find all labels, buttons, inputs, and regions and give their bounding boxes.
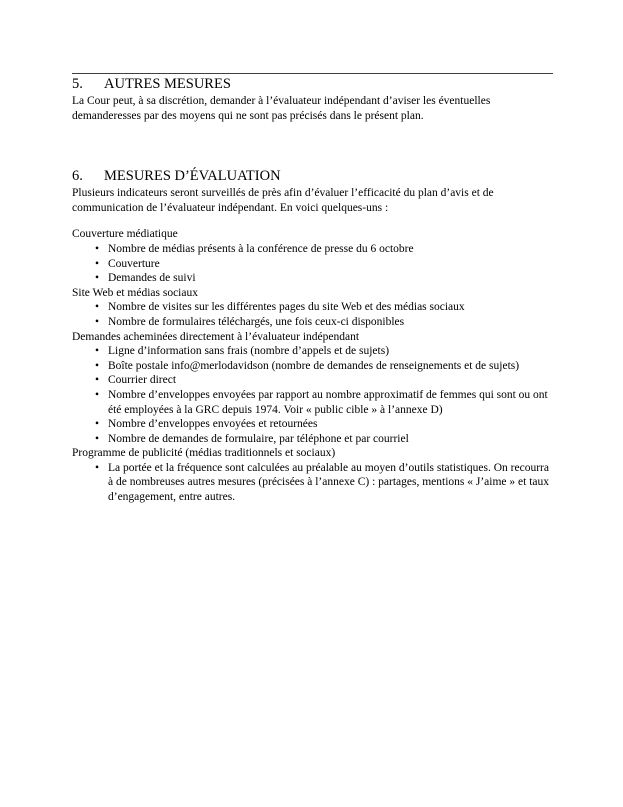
- bullet-item: [72, 242, 553, 257]
- bullet-list-advertising: [72, 461, 553, 505]
- section-6-number: 6.: [72, 168, 83, 185]
- bullet-marker: •: [95, 374, 100, 387]
- bullet-marker: •: [95, 315, 100, 328]
- bullet-marker: •: [95, 432, 100, 445]
- bullet-list-direct-requests: [72, 344, 553, 446]
- bullet-text: Nombre de visites sur les différentes pages du site Web et des médias sociaux: [108, 301, 465, 314]
- bullet-marker: •: [95, 272, 100, 285]
- bullet-item: [72, 373, 553, 388]
- section-6-paragraph: Plusieurs indicateurs seront surveillés de près afin d’évaluer l’efficacité du plan d’avis et de communication de l’évaluateur indépendant. En voici quelques-uns :: [72, 187, 494, 214]
- group-label-direct-requests: Demandes acheminées directement à l’évaluateur indépendant: [72, 330, 360, 343]
- bullet-list-web-social: [72, 300, 553, 329]
- bullet-item: [72, 417, 553, 432]
- bullet-marker: •: [95, 257, 100, 270]
- bullet-marker: •: [95, 301, 100, 314]
- bullet-marker: •: [95, 418, 100, 431]
- bullet-text: Courrier direct: [108, 374, 177, 387]
- bullet-text: Couverture: [108, 257, 160, 270]
- bullet-item: [72, 344, 553, 359]
- bullet-text: Ligne d’information sans frais (nombre d’appels et de sujets): [108, 345, 390, 358]
- group-label-advertising: Programme de publicité (médias traditionnels et sociaux): [72, 447, 336, 460]
- group-label-web-social: Site Web et médias sociaux: [72, 286, 198, 299]
- section-5-title: AUTRES MESURES: [104, 76, 231, 92]
- section-6-title: MESURES D’ÉVALUATION: [104, 168, 281, 185]
- bullet-text: Nombre de médias présents à la conférence de presse du 6 octobre: [108, 242, 414, 255]
- section-5-paragraph: La Cour peut, à sa discrétion, demander à l’évaluateur indépendant d’aviser les éventuelles demanderesses par des moyens qui ne sont pas précisés dans le présent plan.: [72, 95, 491, 122]
- section-5-number: 5.: [72, 76, 83, 92]
- document-content: [72, 73, 553, 505]
- bullet-item: [72, 257, 553, 272]
- bullet-marker: •: [95, 388, 100, 401]
- bullet-text: Demandes de suivi: [108, 272, 196, 285]
- bullet-marker: •: [95, 461, 100, 474]
- bullet-item: [72, 359, 553, 374]
- section-divider: [72, 73, 553, 74]
- bullet-item: [72, 432, 553, 447]
- bullet-text: Nombre d’enveloppes envoyées et retournées: [108, 418, 318, 431]
- section-5-heading: [72, 76, 553, 93]
- bullet-text: Nombre d’enveloppes envoyées par rapport au nombre approximatif de femmes qui sont ou ont été employées à la GRC depuis 1974. Voir « public cible » à l’annexe D): [108, 388, 548, 416]
- bullet-item: [72, 271, 553, 286]
- bullet-text: Nombre de formulaires téléchargés, une fois ceux-ci disponibles: [108, 315, 405, 328]
- bullet-marker: •: [95, 359, 100, 372]
- bullet-text: La portée et la fréquence sont calculées au préalable au moyen d’outils statistiques. On recourra à de nombreuses autres mesures (précisées à l’annexe C) : partages, mentions « J’aime » et taux d’engagement, entre autres.: [108, 461, 549, 504]
- bullet-list-media-coverage: [72, 242, 553, 286]
- bullet-item: [72, 300, 553, 315]
- bullet-marker: •: [95, 242, 100, 255]
- bullet-item: [72, 315, 553, 330]
- bullet-marker: •: [95, 345, 100, 358]
- bullet-text: Nombre de demandes de formulaire, par téléphone et par courriel: [108, 432, 409, 445]
- group-label-media-coverage: Couverture médiatique: [72, 228, 178, 241]
- indicator-lists: [72, 227, 553, 504]
- bullet-item: [72, 461, 553, 505]
- bullet-item: [72, 388, 553, 417]
- bullet-text: Boîte postale info@merlodavidson (nombre de demandes de renseignements et de sujets): [108, 359, 520, 372]
- section-6-heading: [72, 168, 553, 185]
